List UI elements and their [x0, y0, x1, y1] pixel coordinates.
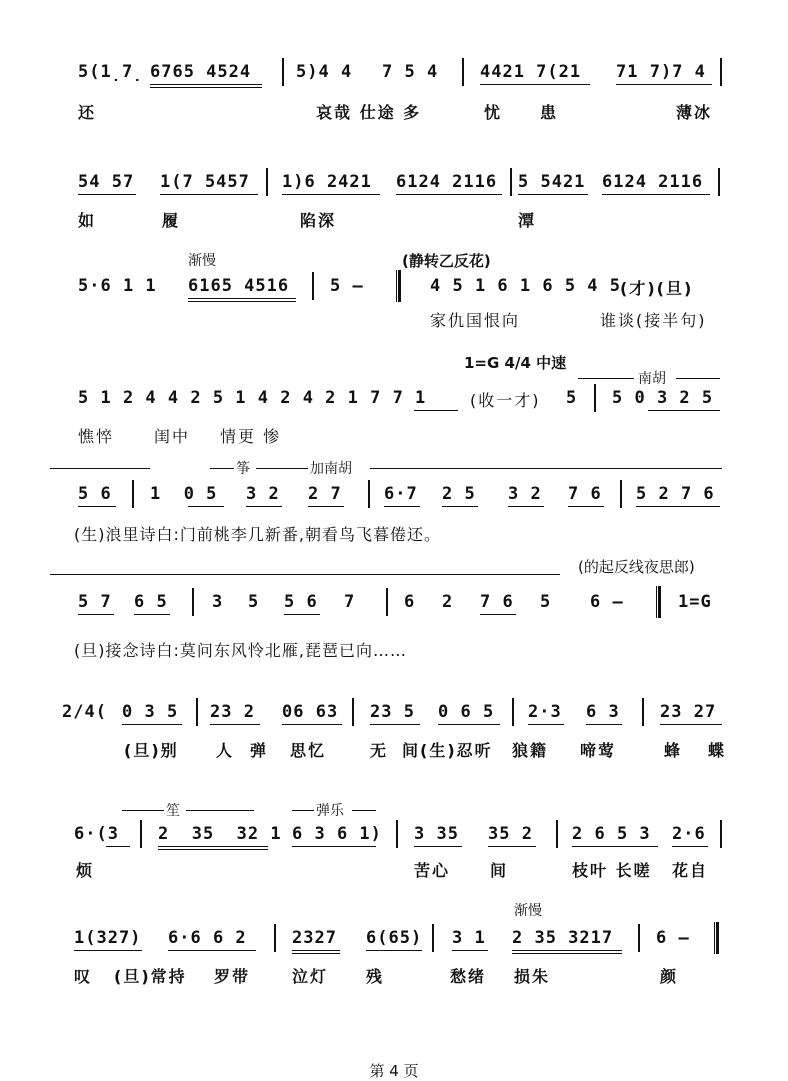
nanhu-label: 南胡: [638, 371, 666, 387]
lyrics-row-7: (旦)别 人 弹 思忆 无 间(生)忍听 狼籍 啼莺 蜂 蝶: [124, 741, 727, 760]
score-row-8: 6·(3 2 35 32 1 6 3 6 1) 3 35 35 2 2 6 5 3 2·6: [0, 824, 788, 860]
score-row-6: 5 7 6 5 3 5 5 6 7 6 2 7 6 5 6 – 1=G: [0, 592, 788, 628]
score-row-7: 2/4( 0 3 5 23 2 06 63 23 5 0 6 5 2·3 6 3 23 27: [0, 702, 788, 738]
lyrics-row-1: 还 哀哉 仕途 多 忧 患 薄冰: [78, 103, 713, 122]
notes: 4421 7(21: [480, 62, 582, 82]
notes: 71 7)7 4: [616, 62, 706, 82]
jianman-annotation: 渐慢: [188, 253, 216, 269]
de-qi-annotation: (的起反线夜思郎): [578, 558, 695, 576]
notes: 6765 4524: [150, 62, 252, 82]
spoken-line-2: (旦)接念诗白:莫问东风怜北雁,琵琶已向……: [74, 641, 407, 660]
spoken-line-1: (生)浪里诗白:门前桃李几新番,朝看鸟飞暮倦还。: [74, 525, 441, 544]
di-label: 笙: [166, 803, 180, 819]
lyrics-row-9: 叹 (旦)常持 罗带 泣灯 残 愁绪 损朱 颜: [74, 967, 679, 986]
zheng-label: 筝: [236, 461, 250, 477]
jia-nanhu-label: 加南胡: [310, 461, 352, 477]
score-row-5: 5 6 1 0 5 3 2 2 7 6·7 2 5 3 2 7 6 5 2 7 6: [0, 484, 788, 520]
lyrics-row-8: 烦 苦心 间 枝叶 长嗟 花自: [76, 861, 709, 880]
notes: 5(1̣7̣: [78, 62, 144, 82]
score-row-2: 54 57 1(7 5457 1)6 2421 6124 2116 5 5421 6124 2116: [0, 172, 788, 208]
jianman-annotation-2: 渐慢: [514, 903, 542, 919]
jing-zhuan-annotation: (静转乙反花): [402, 252, 491, 270]
lyrics-row-4: 憔悴 闺中 情更 惨: [78, 427, 282, 446]
lyrics-row-3: 家仇国恨向 谁谈(接半句): [430, 311, 707, 330]
notes: 7 5 4: [382, 62, 439, 82]
score-row-1: [0, 62, 788, 98]
notes: 5)4 4: [296, 62, 353, 82]
score-row-9: 1(327) 6·6 6 2 2327 6(65) 3 1 2 35 3217 6 –: [0, 928, 788, 964]
tanyue-label: 弹乐: [316, 803, 344, 819]
page-label: 第 4 页: [369, 1062, 419, 1080]
score-row-3: 5·6 1 1 6165 4516 5 – 4 5 1 6 1 6 5 4 5 (才)(旦): [0, 276, 788, 312]
score-row-4: 5 1 2 4 4 2 5 1 4 2 4 2 1 7 7 1 (收一才) 5 5 0 3 2 5: [0, 388, 788, 424]
key-tempo: 1=G 4/4 中速: [464, 354, 567, 372]
lyrics-row-2: 如 履 陷深 潭: [78, 211, 537, 230]
